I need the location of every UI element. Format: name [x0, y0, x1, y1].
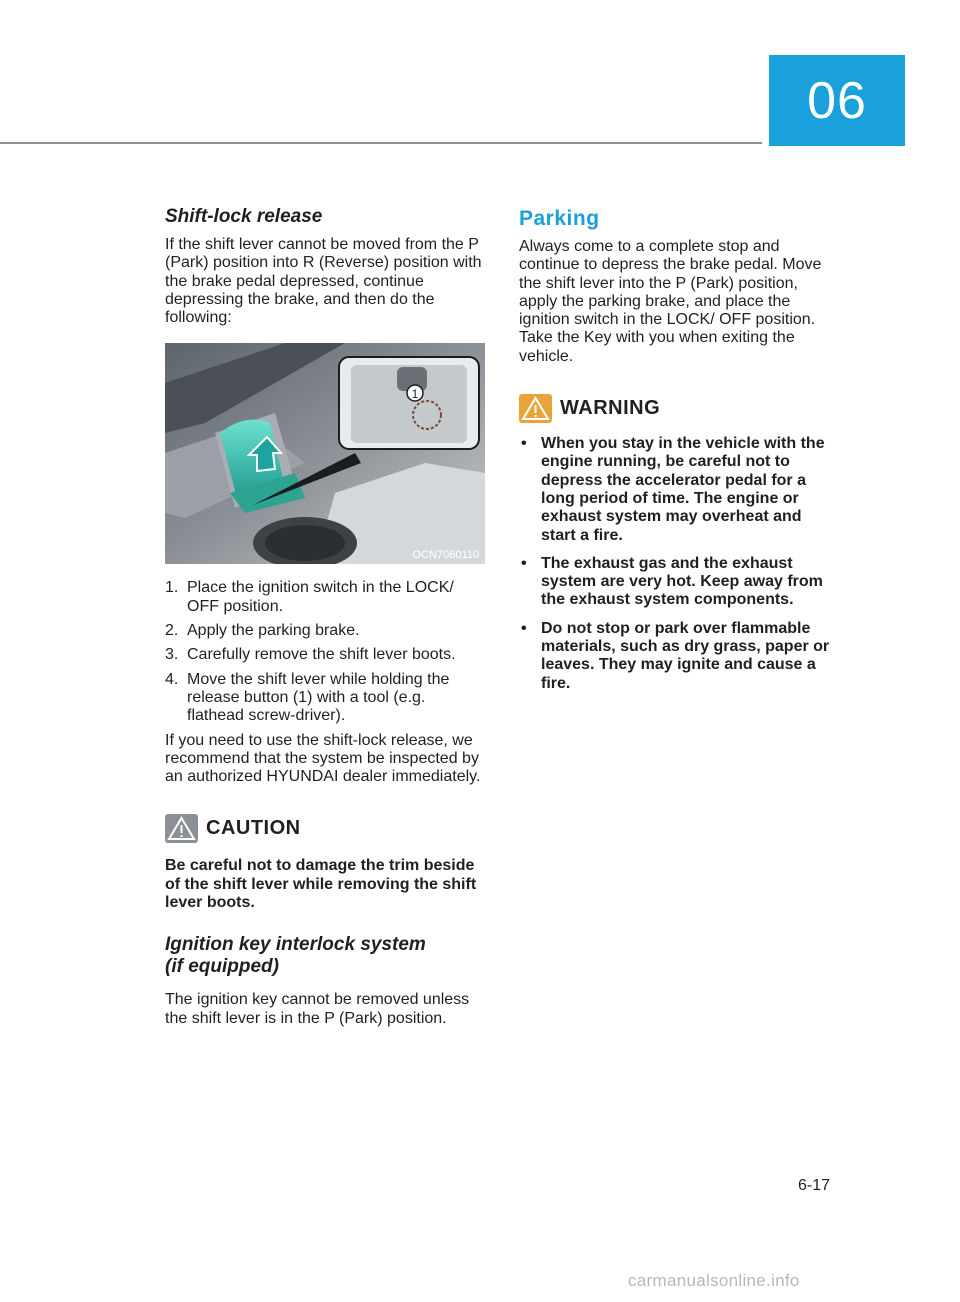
warning-item	[519, 620, 839, 693]
figure-code: OCN7060110	[412, 549, 479, 562]
step-number: 3.	[165, 646, 179, 664]
bullet-icon: •	[521, 435, 527, 453]
warning-item-text: Do not stop or park over flammable materials, such as dry grass, paper or leaves. They may ignite and cause a fire.	[541, 619, 830, 692]
interlock-text: The ignition key cannot be removed unless the shift lever is in the P (Park) position.	[165, 991, 470, 1027]
shift-lock-heading: Shift-lock release	[165, 206, 323, 227]
warning-label: WARNING	[560, 397, 661, 420]
step-number: 1.	[165, 579, 179, 597]
warning-icon	[519, 394, 552, 423]
interlock-heading	[165, 934, 485, 978]
warning-title	[519, 394, 839, 423]
step-text: Place the ignition switch in the LOCK/ OFF position.	[187, 579, 454, 615]
page-number: 6-17	[798, 1177, 831, 1194]
right-column	[519, 206, 839, 703]
chapter-tab: 06	[769, 55, 905, 146]
warning-list	[519, 435, 839, 693]
warning-item	[519, 555, 839, 610]
caution-label: CAUTION	[206, 817, 301, 840]
step-item	[165, 671, 485, 726]
bullet-icon: •	[521, 554, 527, 572]
step-item	[165, 646, 485, 664]
parking-heading: Parking	[519, 207, 600, 230]
header-rule	[0, 142, 762, 144]
step-item	[165, 579, 485, 616]
watermark[interactable]: carmanualsonline.info	[628, 1271, 800, 1290]
warning-item	[519, 435, 839, 545]
warning-item-text: The exhaust gas and the exhaust system are very hot. Keep away from the exhaust system components.	[541, 554, 823, 609]
step-number: 2.	[165, 622, 179, 640]
parking-text: Always come to a complete stop and continue to depress the brake pedal. Move the shift lever into the P (Park) position, apply the parking brake, and place the ignition switch in the LOCK/ OFF position. Take the Key with you when exiting the vehicle.	[519, 238, 822, 365]
left-column	[165, 206, 485, 1028]
shift-lever-figure	[165, 343, 485, 564]
caution-icon	[165, 814, 198, 843]
caution-body: Be careful not to damage the trim beside of the shift lever while removing the shift lever boots.	[165, 857, 477, 912]
step-text: Apply the parking brake.	[187, 622, 360, 640]
interlock-heading-line2: (if equipped)	[165, 956, 279, 978]
step-text: Move the shift lever while holding the release button (1) with a tool (e.g. flathead screw-driver).	[187, 670, 450, 725]
bullet-icon: •	[521, 619, 527, 637]
dealer-recommendation: If you need to use the shift-lock release, we recommend that the system be inspected by an authorized HYUNDAI dealer immediately.	[165, 731, 481, 786]
step-number: 4.	[165, 670, 179, 688]
shift-lock-intro: If the shift lever cannot be moved from the P (Park) position into R (Reverse) position with the brake pedal depressed, continue depressing the brake, and then do the following:	[165, 236, 482, 327]
callout-number: 1	[411, 387, 419, 402]
warning-item-text: When you stay in the vehicle with the engine running, be careful not to depress the accelerator pedal for a long period of time. The engine or exhaust system may overheat and start a fire.	[541, 435, 825, 544]
interlock-heading-line1: Ignition key interlock system	[165, 934, 426, 956]
step-item	[165, 622, 485, 640]
step-text: Carefully remove the shift lever boots.	[187, 646, 456, 664]
caution-title	[165, 814, 485, 843]
shift-lock-steps	[165, 579, 485, 725]
shift-lever-illustration	[165, 343, 485, 564]
